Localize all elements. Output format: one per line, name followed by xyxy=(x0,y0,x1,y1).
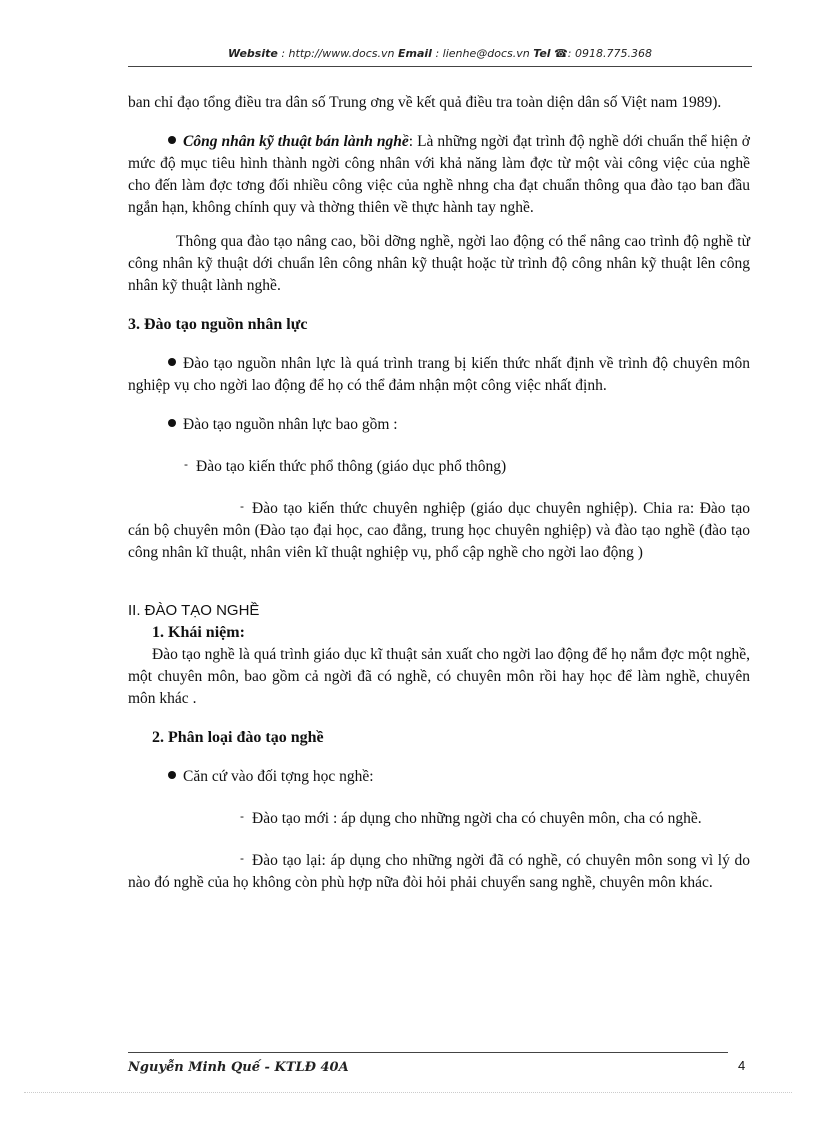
dash-item-2: - Đào tạo kiến thức chuyên nghiệp (giáo dục chuyên nghiệp). Chia ra: Đào tạo cán bộ chuyên môn (Đào tạo đại học, cao đẳng, trung học chuyên nghiệp) và đào tạo nghề (đào tạo công nhân kĩ thuật, nhân viên kĩ thuật nghiệp vụ, phổ cập nghề cho ngời lao động ) xyxy=(128,495,750,564)
email-label: Email xyxy=(398,47,432,60)
dash-item-4: - Đào tạo lại: áp dụng cho những ngời đã có nghề, có chuyên môn song vì lý do nào đó nghề của họ không còn phù hợp nữa đòi hỏi phải chuyển sang nghề, chuyên môn khác. xyxy=(128,847,750,894)
page-header xyxy=(128,47,752,60)
subheading-2: 2. Phân loại đào tạo nghề xyxy=(152,729,324,746)
dash-icon: - xyxy=(240,809,244,823)
website-label: Website xyxy=(228,47,278,60)
phone-icon: ☎ xyxy=(554,47,568,60)
paragraph-3: Thông qua đào tạo nâng cao, bồi dỡng nghề, ngời lao động có thể nâng cao trình độ nghề từ công nhân kỹ thuật dới chuẩn lên công nhân kỹ thuật hoặc từ trình độ công nhân kỹ thuật lên công nhân kỹ thuật lành nghề. xyxy=(128,233,750,294)
document-body xyxy=(128,92,750,894)
dash-item-1: - Đào tạo kiến thức phổ thông (giáo dục phổ thông) xyxy=(128,453,750,478)
dash-icon: - xyxy=(240,499,244,513)
term-definition: : Là những ngời đạt trình độ nghề dới chuẩn thể hiện ở mức độ mục tiêu hình thành ngời công nhân với khả năng làm đợc từ một vài công việc của nghề cho đến làm đợc tơng đối nhiều công việc của nghề nhng cha đạt chuẩn thông qua đào tạo ban đầu ngắn hạn, không chính quy và thờng thiên về thực hành tay nghề. xyxy=(128,133,750,216)
header-rule xyxy=(128,66,752,67)
dash-item-3: - Đào tạo mới : áp dụng cho những ngời cha có chuyên môn, cha có nghề. xyxy=(128,805,750,830)
bullet-item-1: Đào tạo nguồn nhân lực là quá trình trang bị kiến thức nhất định về trình độ chuyên môn nghiệp vụ cho ngời lao động để họ có thể đảm nhận một công việc nhất định. xyxy=(128,355,750,394)
dash-icon: - xyxy=(240,851,244,865)
dash-icon: - xyxy=(184,457,188,471)
paragraph-skilled-workers xyxy=(128,131,750,219)
bullet-icon xyxy=(168,419,176,427)
bullet-icon xyxy=(168,771,176,779)
chapter-heading: II. ĐÀO TẠO NGHỀ xyxy=(128,602,260,619)
paragraph-definition: Đào tạo nghề là quá trình giáo dục kĩ thuật sản xuất cho ngời lao động để họ nắm đợc một nghề, một chuyên môn, bao gồm cả ngời đã có nghề, có chuyên môn rồi hay học để làm nghề, chuyên môn khác . xyxy=(128,646,750,707)
footer-rule xyxy=(128,1052,728,1053)
section-heading-3: 3. Đào tạo nguồn nhân lực xyxy=(128,316,308,333)
bullet-item-3: Căn cứ vào đối tợng học nghề: xyxy=(128,766,750,788)
bullet-icon xyxy=(168,358,176,366)
tel-label: Tel xyxy=(533,47,551,60)
tel-number: : 0918.775.368 xyxy=(567,47,652,60)
page-number: 4 xyxy=(738,1058,746,1073)
website-url[interactable]: : http://www.docs.vn xyxy=(281,47,395,60)
email-address[interactable]: : lienhe@docs.vn xyxy=(435,47,530,60)
paragraph-1: ban chỉ đạo tổng điều tra dân số Trung ơng về kết quả điều tra toàn diện dân số Việt nam 1989). xyxy=(128,94,722,111)
page-bottom-border xyxy=(24,1092,792,1093)
bullet-icon xyxy=(168,136,176,144)
subheading-1: 1. Khái niệm: xyxy=(152,624,245,641)
footer-author: Nguyễn Minh Quế - KTLĐ 40A xyxy=(128,1060,349,1075)
bullet-item-2: Đào tạo nguồn nhân lực bao gồm : xyxy=(128,414,750,436)
term-bold: Công nhân kỹ thuật bán lành nghề xyxy=(183,133,409,150)
